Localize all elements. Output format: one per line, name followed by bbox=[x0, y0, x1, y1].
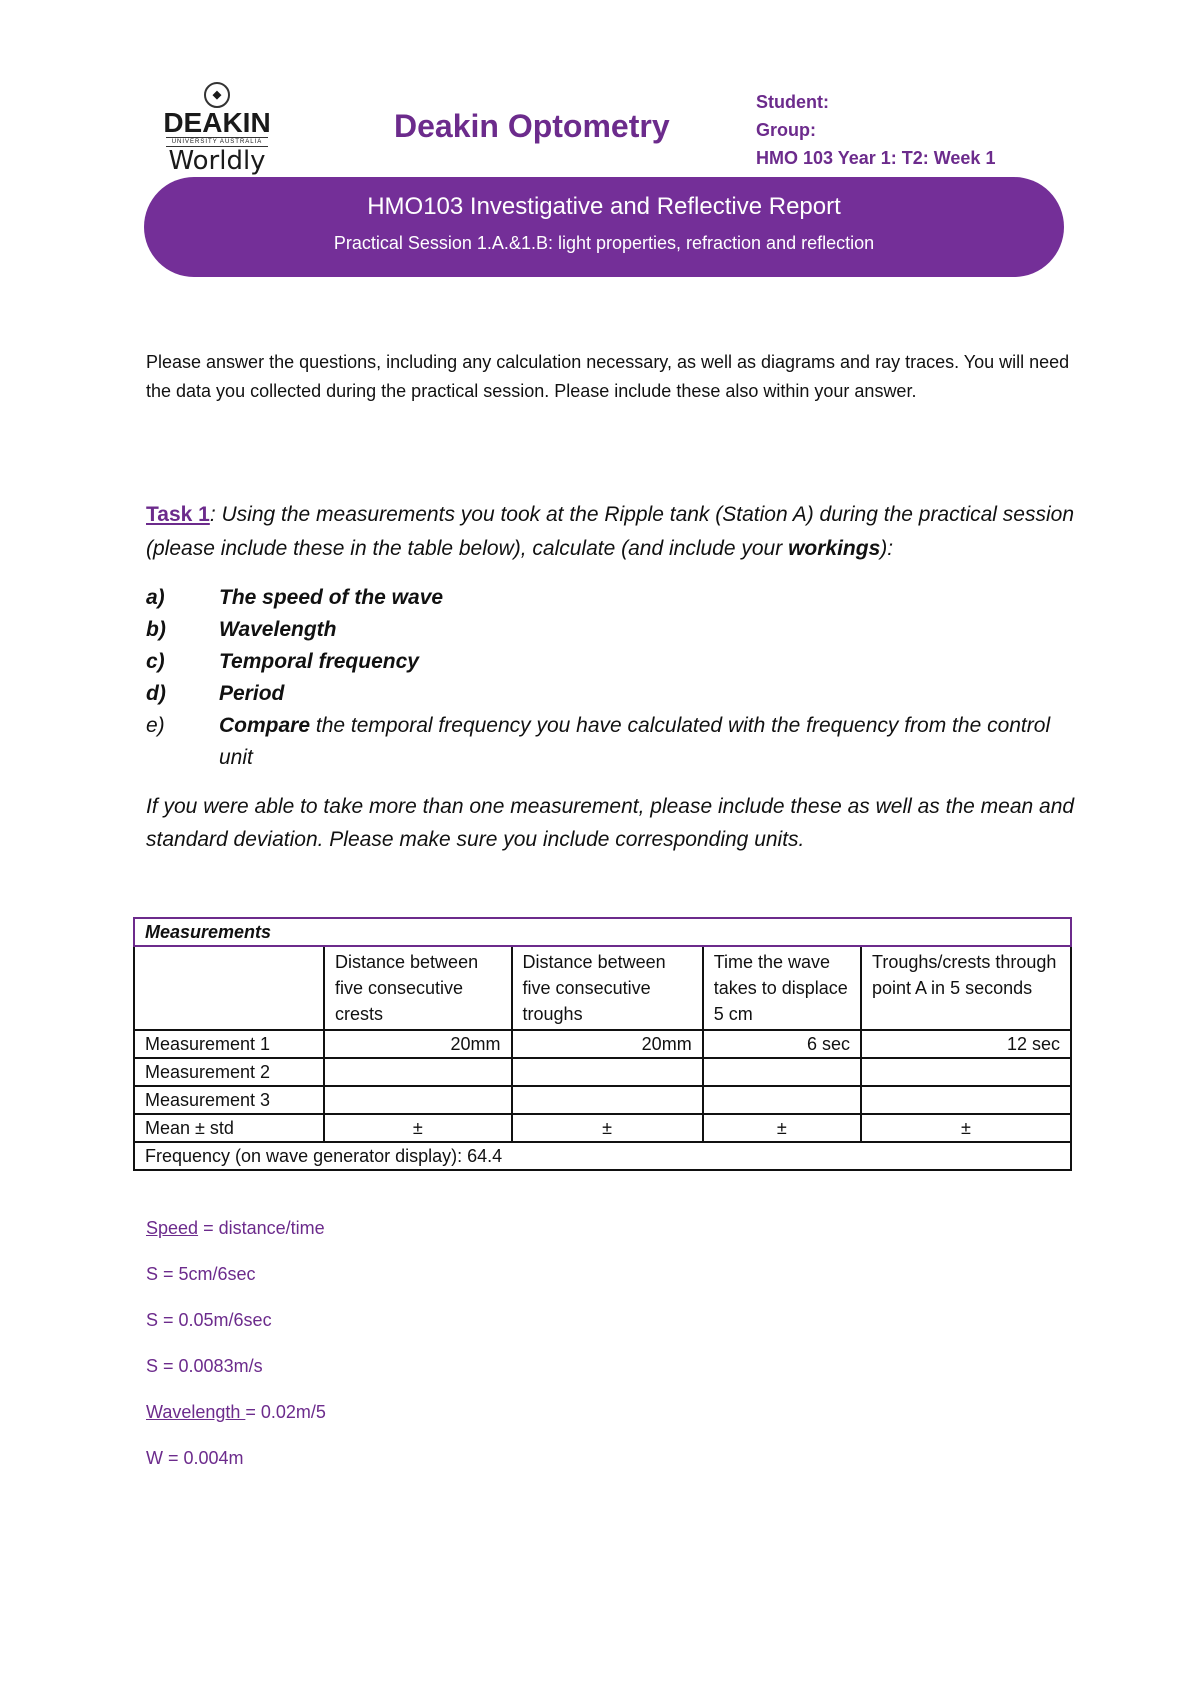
table-header-cell bbox=[134, 946, 324, 1030]
task-list bbox=[146, 582, 1076, 774]
table-row bbox=[134, 1058, 1071, 1086]
list-item bbox=[146, 614, 1076, 646]
table-row bbox=[134, 1114, 1071, 1142]
list-bold: Period bbox=[219, 682, 285, 705]
task-note: If you were able to take more than one measurement, please include these as well as the mean and standard deviation. Please make sure you include corresponding units. bbox=[146, 795, 1075, 851]
table-header-cell: Troughs/crests through point A in 5 seconds bbox=[861, 946, 1071, 1030]
header-meta bbox=[756, 88, 995, 172]
logo-deakin: DEAKIN bbox=[163, 107, 271, 138]
table-cell[interactable]: 12 sec bbox=[861, 1030, 1071, 1058]
calc-text: = distance/time bbox=[198, 1218, 325, 1238]
calc-line: W = 0.004m bbox=[146, 1448, 244, 1468]
report-subtitle: Practical Session 1.A.&1.B: light properties, refraction and reflection bbox=[333, 233, 875, 253]
calc-line: S = 5cm/6sec bbox=[146, 1264, 256, 1284]
table-header-cell: Distance between five consecutive troughs bbox=[512, 946, 703, 1030]
row-label: Measurement 1 bbox=[134, 1030, 324, 1058]
wavelength-label: Wavelength bbox=[146, 1402, 246, 1422]
report-banner bbox=[144, 177, 1064, 277]
logo-tagline: UNIVERSITY AUSTRALIA bbox=[166, 137, 268, 147]
list-letter: d) bbox=[146, 682, 166, 705]
list-item bbox=[146, 646, 1076, 678]
calc-line: S = 0.05m/6sec bbox=[146, 1310, 272, 1330]
list-letter: e) bbox=[146, 714, 165, 737]
crest-icon: ◆ bbox=[204, 82, 230, 108]
table-footer-row bbox=[134, 1142, 1071, 1170]
row-label: Measurement 2 bbox=[134, 1058, 324, 1086]
table-cell[interactable]: ± bbox=[861, 1114, 1071, 1142]
table-cell[interactable] bbox=[861, 1086, 1071, 1114]
table-title-row bbox=[134, 918, 1071, 946]
table-cell[interactable]: 20mm bbox=[512, 1030, 703, 1058]
list-bold: The speed of the wave bbox=[219, 586, 444, 609]
table-header-cell: Distance between five consecutive crests bbox=[324, 946, 512, 1030]
list-item bbox=[146, 710, 1076, 774]
group-label: Group: bbox=[756, 120, 816, 140]
table-row bbox=[134, 1086, 1071, 1114]
table-row bbox=[134, 1030, 1071, 1058]
task-label: Task 1 bbox=[146, 503, 210, 526]
list-letter: a) bbox=[146, 586, 165, 609]
brand-title: Deakin Optometry bbox=[394, 108, 670, 144]
task-text-before: : Using the measurements you took at the Ripple tank (Station A) during the practical session (please include these in the table below), calculate (and include your bbox=[146, 503, 1074, 560]
calc-line: S = 0.0083m/s bbox=[146, 1356, 263, 1376]
calc-text: = 0.02m/5 bbox=[245, 1402, 326, 1422]
list-item bbox=[146, 678, 1076, 710]
table-cell[interactable] bbox=[703, 1058, 861, 1086]
course-label: HMO 103 Year 1: T2: Week 1 bbox=[756, 148, 996, 168]
table-cell[interactable]: 20mm bbox=[324, 1030, 512, 1058]
list-rest: the temporal frequency you have calculated with the frequency from the control unit bbox=[219, 714, 1051, 769]
report-title: HMO103 Investigative and Reflective Report bbox=[367, 193, 841, 220]
table-header-row bbox=[134, 946, 1071, 1030]
row-label: Mean ± std bbox=[134, 1114, 324, 1142]
table-cell[interactable]: ± bbox=[703, 1114, 861, 1142]
table-cell[interactable]: ± bbox=[512, 1114, 703, 1142]
list-bold: Temporal frequency bbox=[219, 650, 419, 673]
table-cell[interactable] bbox=[324, 1086, 512, 1114]
task-1-heading bbox=[146, 498, 1076, 566]
list-letter: c) bbox=[146, 650, 165, 673]
logo-worldly: Worldly bbox=[168, 146, 266, 176]
table-header-cell: Time the wave takes to displace 5 cm bbox=[703, 946, 861, 1030]
table-cell[interactable]: 6 sec bbox=[703, 1030, 861, 1058]
frequency-note: Frequency (on wave generator display): 64.4 bbox=[134, 1142, 1071, 1170]
student-label: Student: bbox=[756, 92, 829, 112]
table-cell[interactable] bbox=[324, 1058, 512, 1086]
intro-paragraph: Please answer the questions, including any calculation necessary, as well as diagrams and ray traces. You will need the data you collected during the practical session. Please include these also within your answer. bbox=[146, 352, 1070, 401]
list-bold: Wavelength bbox=[219, 618, 337, 641]
table-cell[interactable] bbox=[703, 1086, 861, 1114]
list-item bbox=[146, 582, 1076, 614]
task-bold-word: workings bbox=[788, 537, 881, 560]
table-cell[interactable] bbox=[861, 1058, 1071, 1086]
table-cell[interactable] bbox=[512, 1058, 703, 1086]
list-letter: b) bbox=[146, 618, 166, 641]
speed-label: Speed bbox=[146, 1218, 199, 1238]
calc-line bbox=[146, 1402, 326, 1448]
task-text-after: ): bbox=[880, 537, 894, 560]
calculations bbox=[146, 1218, 326, 1494]
list-bold: Compare bbox=[219, 714, 311, 737]
measurements-table bbox=[133, 917, 1072, 1171]
calc-line bbox=[146, 1218, 326, 1264]
table-cell[interactable]: ± bbox=[324, 1114, 512, 1142]
row-label: Measurement 3 bbox=[134, 1086, 324, 1114]
table-title: Measurements bbox=[134, 918, 1071, 946]
deakin-logo bbox=[152, 82, 282, 182]
table-cell[interactable] bbox=[512, 1086, 703, 1114]
